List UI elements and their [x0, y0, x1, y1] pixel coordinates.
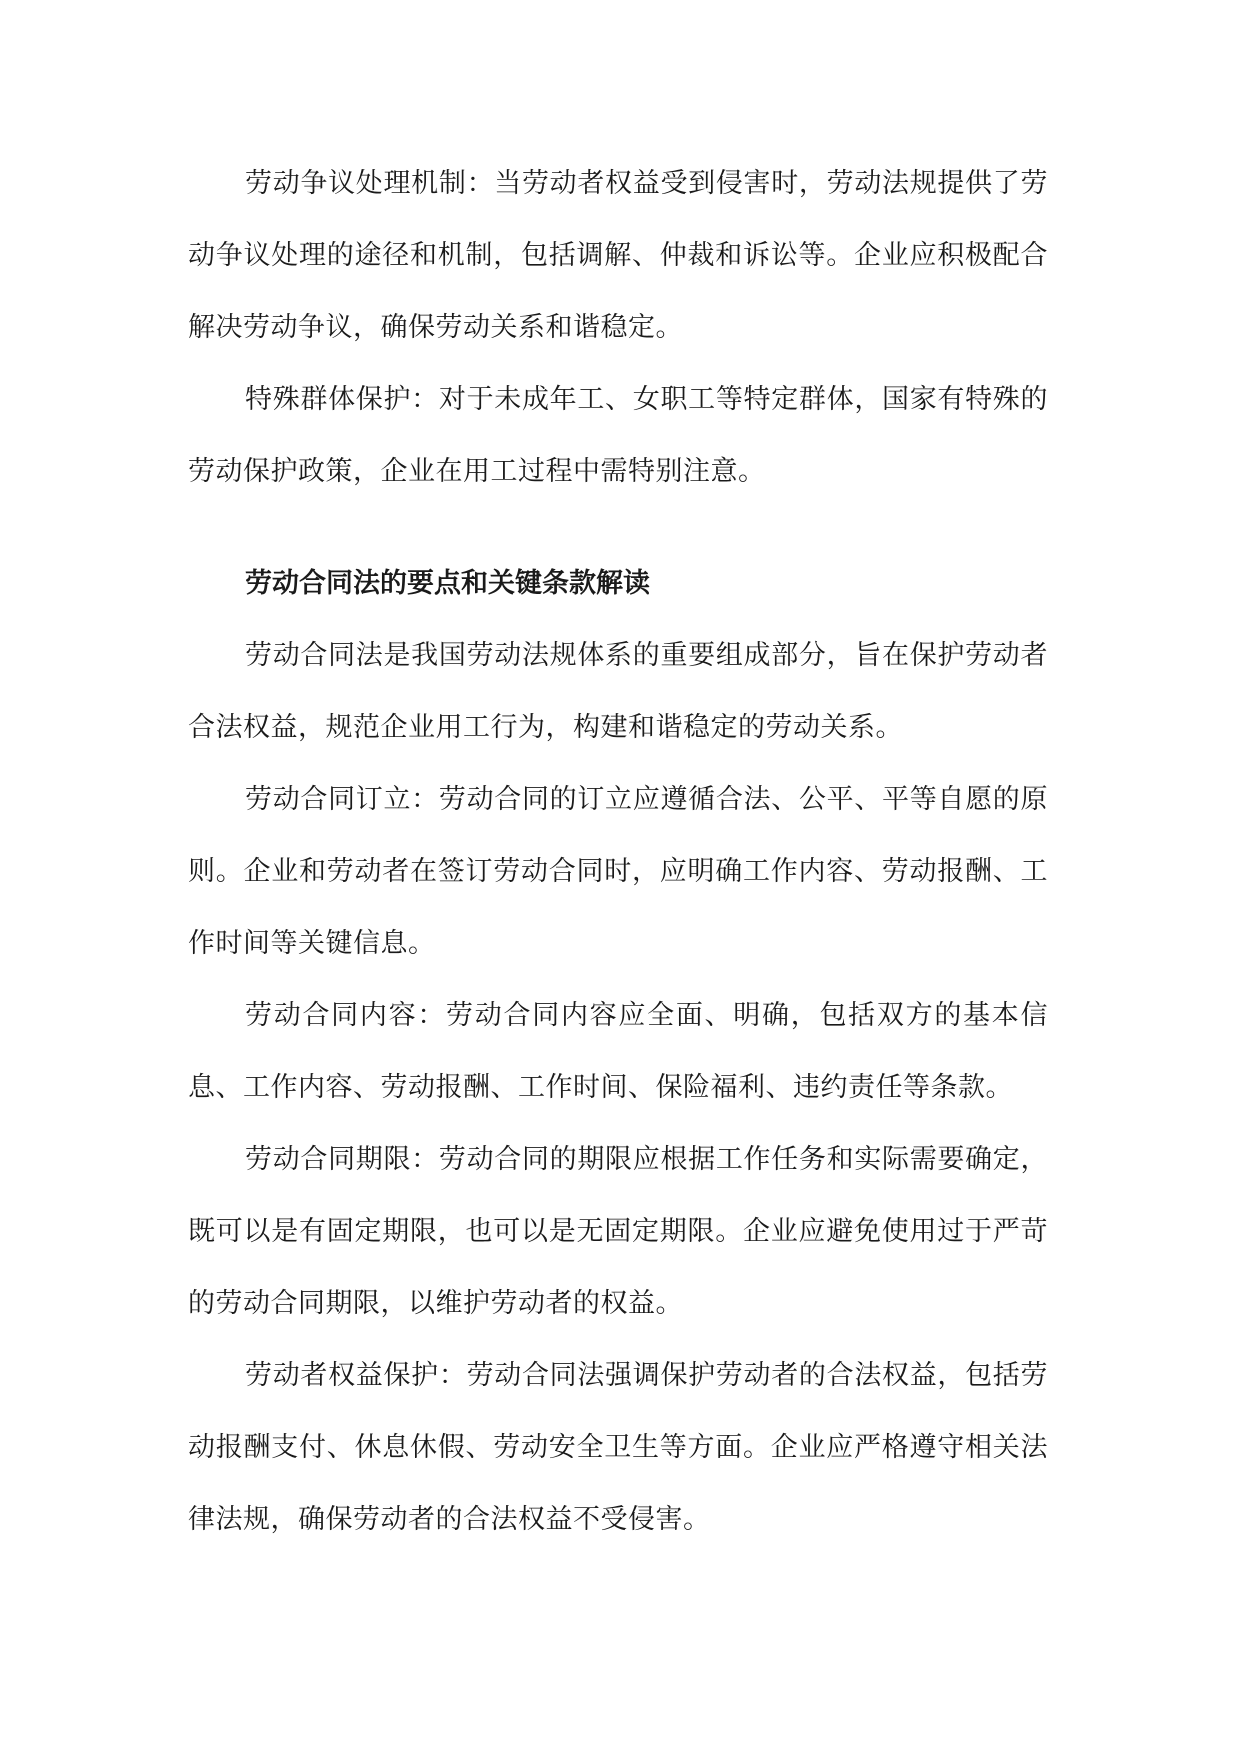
paragraph-special-groups: 特殊群体保护：对于未成年工、女职工等特定群体，国家有特殊的劳动保护政策，企业在用工过程中需特别注意。: [188, 384, 1048, 487]
paragraph-labor-dispute: 劳动争议处理机制：当劳动者权益受到侵害时，劳动法规提供了劳动争议处理的途径和机制，包括调解、仲裁和诉讼等。企业应积极配合解决劳动争议，确保劳动关系和谐稳定。: [188, 168, 1048, 343]
paragraph-intro: 劳动合同法是我国劳动法规体系的重要组成部分，旨在保护劳动者合法权益，规范企业用工行为，构建和谐稳定的劳动关系。: [188, 640, 1048, 743]
paragraph-worker-rights: 劳动者权益保护：劳动合同法强调保护劳动者的合法权益，包括劳动报酬支付、休息休假、劳动安全卫生等方面。企业应严格遵守相关法律法规，确保劳动者的合法权益不受侵害。: [188, 1360, 1048, 1535]
section-heading: 劳动合同法的要点和关键条款解读: [245, 568, 650, 599]
section-spacer: [188, 508, 1048, 548]
document-body: [188, 148, 1048, 1556]
paragraph-contract-term: 劳动合同期限：劳动合同的期限应根据工作任务和实际需要确定，既可以是有固定期限，也可以是无固定期限。企业应避免使用过于严苛的劳动合同期限，以维护劳动者的权益。: [188, 1144, 1048, 1319]
paragraph-contract-content: 劳动合同内容：劳动合同内容应全面、明确，包括双方的基本信息、工作内容、劳动报酬、工作时间、保险福利、违约责任等条款。: [188, 1000, 1048, 1103]
paragraph-contract-signing: 劳动合同订立：劳动合同的订立应遵循合法、公平、平等自愿的原则。企业和劳动者在签订劳动合同时，应明确工作内容、劳动报酬、工作时间等关键信息。: [188, 784, 1048, 959]
